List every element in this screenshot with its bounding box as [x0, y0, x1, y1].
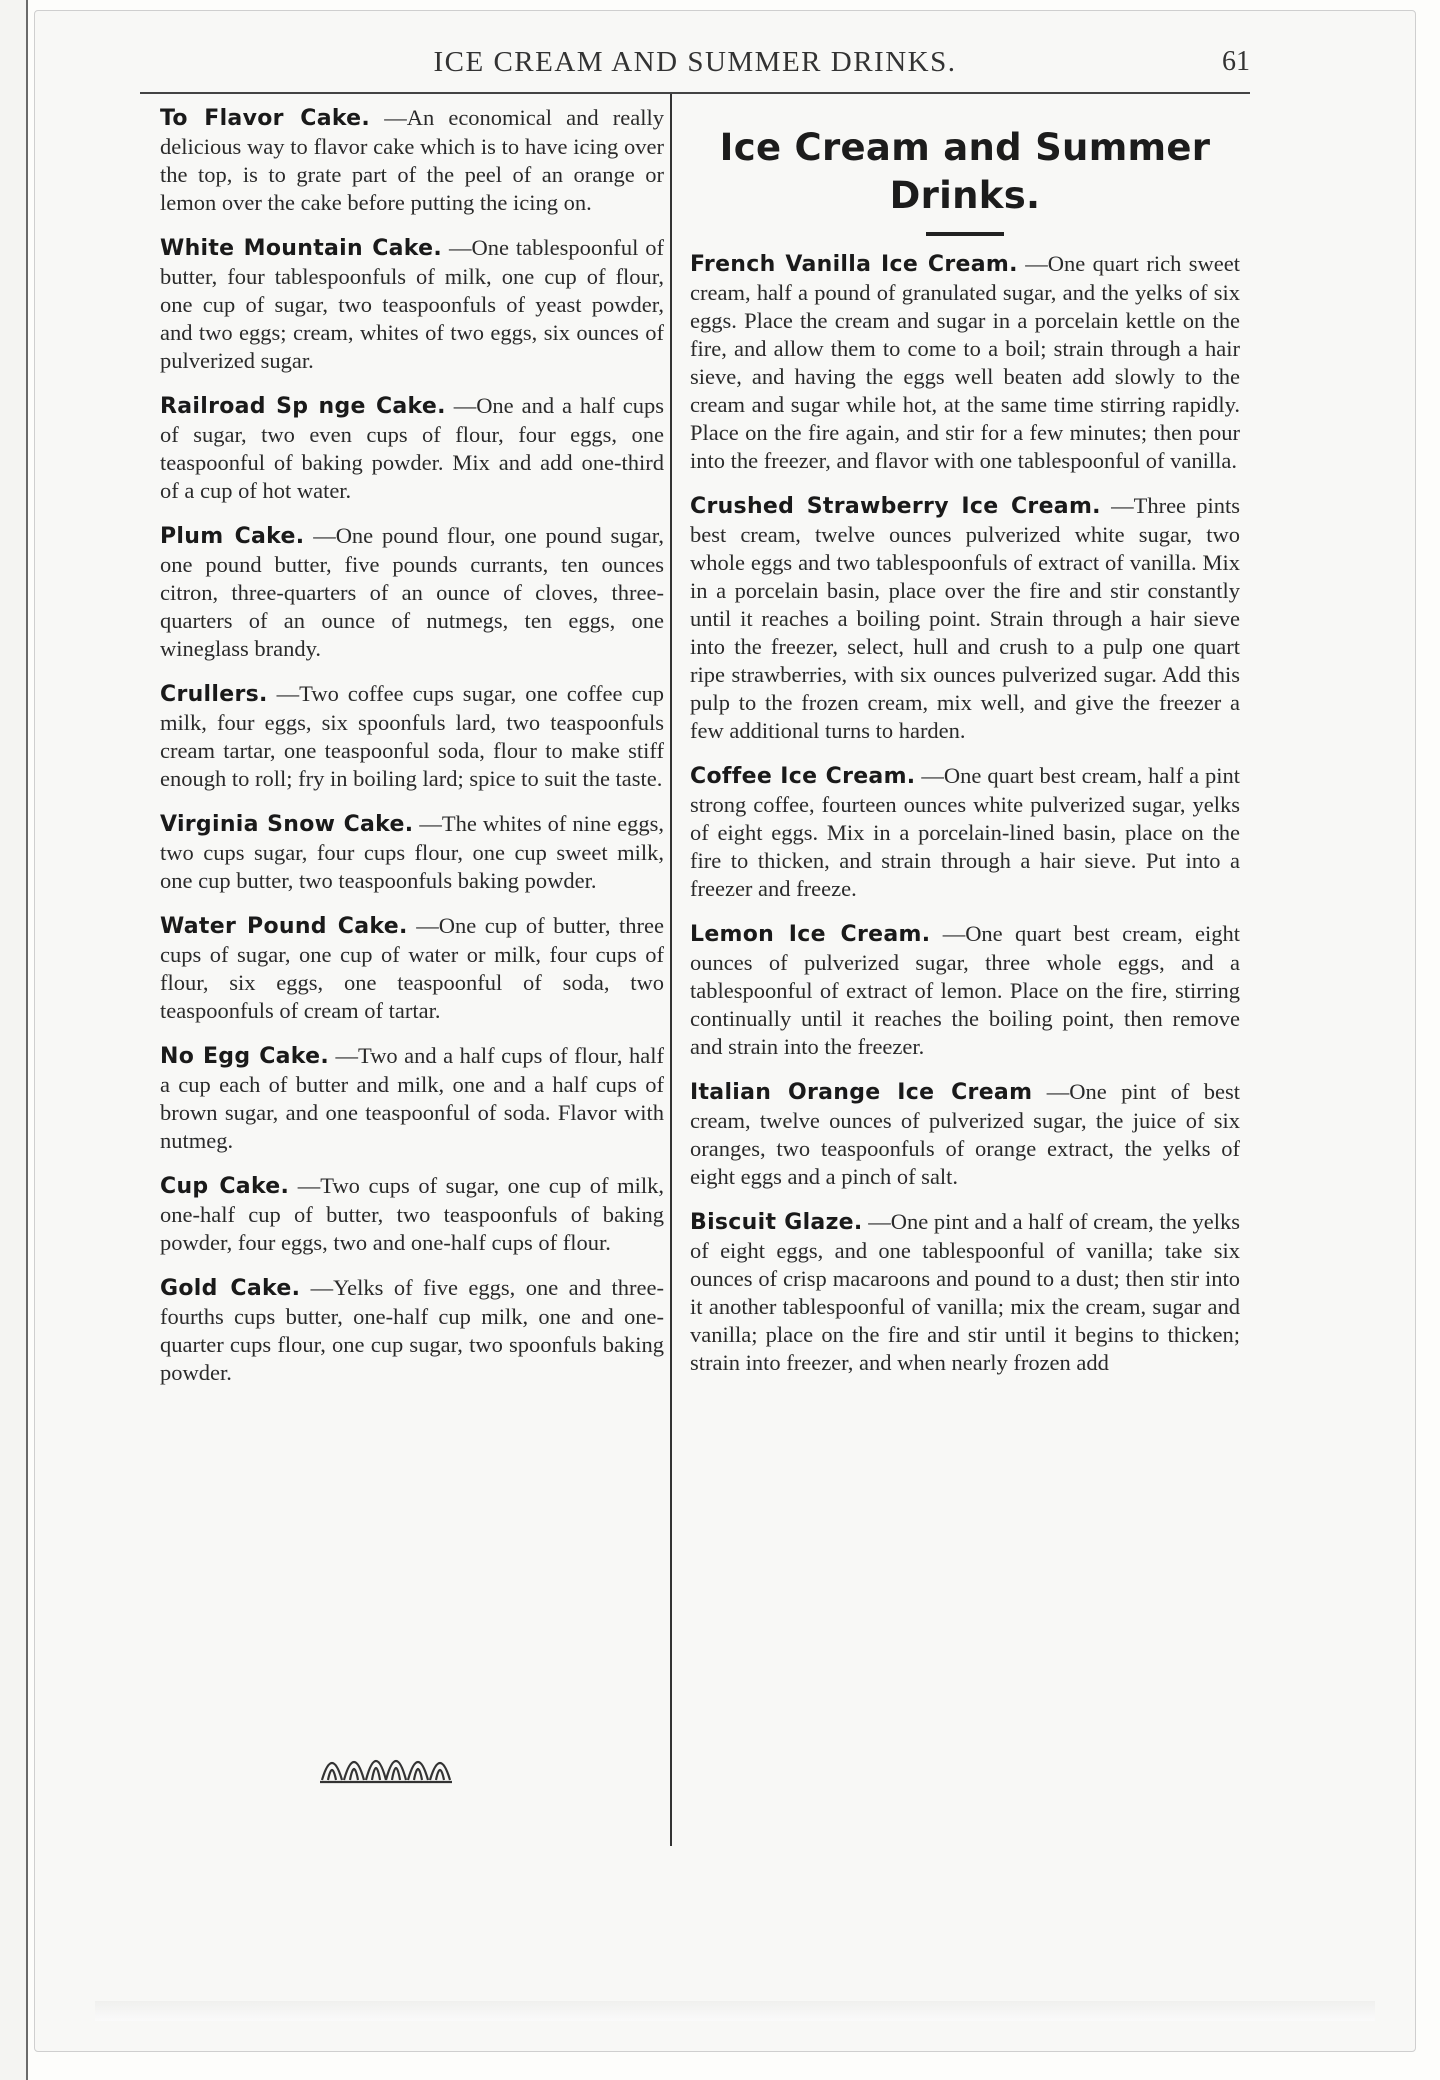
- recipe-title: No Egg Cake.: [160, 1044, 330, 1069]
- recipe-title: Plum Cake.: [160, 524, 305, 549]
- recipe-title: Biscuit Glaze.: [690, 1210, 863, 1235]
- right-column: [690, 104, 1240, 1394]
- adjacent-page-edge: [0, 0, 28, 2080]
- page-header: [140, 46, 1250, 94]
- recipe-text: —One tablespoonful of butter, four tablespoonfuls of milk, one cup of flour, one cup of sugar, two teaspoonfuls of yeast powder, and two eggs; cream, whites of two eggs, six ounces of pulverized sugar.: [160, 235, 664, 373]
- recipe-coffee-ice-cream: [690, 762, 1240, 903]
- recipe-crushed-strawberry-ice-cream: [690, 492, 1240, 745]
- recipe-text: —An economical and really delicious way to flavor cake which is to have icing over the top, is to grate part of the peel of an orange or lemon over the cake before putting the icing on.: [160, 105, 665, 215]
- recipe-title: Cup Cake.: [160, 1174, 290, 1199]
- recipe-french-vanilla-ice-cream: [690, 250, 1240, 475]
- recipe-title: Crushed Strawberry Ice Cream.: [690, 494, 1101, 519]
- column-divider: [670, 94, 672, 1846]
- recipe-text: —Two coffee cups sugar, one coffee cup milk, four eggs, six spoonfuls lard, two teaspoonfuls cream tartar, one teaspoonful soda, flour to make stiff enough to roll; fry in boiling lard; spice to suit the taste.: [160, 681, 664, 791]
- recipe-white-mountain-cake: [160, 234, 664, 375]
- recipe-title: Italian Orange Ice Cream: [690, 1080, 1033, 1105]
- recipe-title: White Mountain Cake.: [160, 236, 443, 261]
- recipe-title: Gold Cake.: [160, 1276, 301, 1301]
- recipe-title: To Flavor Cake.: [160, 106, 371, 131]
- page-bottom-shading: [95, 2001, 1375, 2021]
- recipe-text: —Three pints best cream, twelve ounces pulverized white sugar, two whole eggs and two tablespoonfuls of extract of vanilla. Mix in a porcelain basin, place over the fire and stir constantly until it reaches a boiling point. Strain through a hair sieve into the freezer, select, hull and crush to a pulp one quart ripe strawberries, with six ounces pulverized sugar. Add this pulp to the frozen cream, mix well, and give the freezer a few additional turns to harden.: [690, 493, 1241, 743]
- header-rule: [140, 92, 1250, 94]
- floral-tailpiece-icon: [318, 1740, 454, 1784]
- recipe-text: —One quart best cream, half a pint strong coffee, fourteen ounces white pulverized sugar, yelks of eight eggs. Mix in a porcelain-lined basin, place on the fire to thicken, and strain through a hair sieve. Put into a freezer and freeze.: [690, 763, 1240, 901]
- recipe-text: —One pound flour, one pound sugar, one pound butter, five pounds currants, ten ounces citron, three-quarters of an ounce of cloves, three-quarters of an ounce of nutmegs, ten eggs, one wineglass brandy.: [160, 523, 664, 661]
- recipe-no-egg-cake: [160, 1042, 664, 1155]
- recipe-virginia-snow-cake: [160, 810, 664, 895]
- recipe-gold-cake: [160, 1274, 664, 1387]
- recipe-text: —One cup of butter, three cups of sugar, one cup of water or milk, four cups of flour, six eggs, one teaspoonful of soda, two teaspoonfuls of cream of tartar.: [160, 913, 665, 1023]
- section-heading: Ice Cream and Summer Drinks.: [719, 126, 1211, 217]
- recipe-text: —One quart best cream, eight ounces of pulverized sugar, three whole eggs, and a tablespoonful of extract of lemon. Place on the fire, stirring continually until it reaches the boiling point, then remove and strain into the freezer.: [690, 921, 1241, 1059]
- recipe-text: —Two cups of sugar, one cup of milk, one-half cup of butter, two teaspoonfuls of baking powder, four eggs, two and one-half cups of flour.: [160, 1173, 664, 1255]
- recipe-text: —One pint of best cream, twelve ounces of pulverized sugar, the juice of six oranges, two teaspoonfuls of orange extract, the yelks of eight eggs and a pinch of salt.: [690, 1079, 1240, 1189]
- recipe-crullers: [160, 680, 664, 793]
- recipe-railroad-sponge-cake: [160, 392, 664, 505]
- page-number: 61: [1222, 46, 1250, 77]
- recipe-water-pound-cake: [160, 912, 664, 1025]
- recipe-title: Lemon Ice Cream.: [690, 922, 931, 947]
- recipe-text: —One and a half cups of sugar, two even cups of flour, four eggs, one teaspoonful of baking powder. Mix and add one-third of a cup of hot water.: [160, 393, 664, 503]
- recipe-title: Water Pound Cake.: [160, 914, 408, 939]
- recipe-lemon-ice-cream: [690, 920, 1240, 1061]
- recipe-title: Virginia Snow Cake.: [160, 812, 414, 837]
- recipe-biscuit-glaze: [690, 1208, 1240, 1377]
- recipe-text: —One quart rich sweet cream, half a pound of granulated sugar, and the yelks of six eggs. Place the cream and sugar in a porcelain kettle on the fire, and allow them to come to a boil; strain through a hair sieve, and having the eggs well beaten add slowly to the cream and sugar while hot, at the same time stirring rapidly. Place on the fire again, and stir for a few minutes; then pour into the freezer, and flavor with one tablespoonful of vanilla.: [690, 251, 1241, 473]
- heading-rule: [926, 232, 1004, 236]
- recipe-text: —The whites of nine eggs, two cups sugar, four cups flour, one cup sweet milk, one cup butter, two teaspoonfuls baking powder.: [160, 811, 665, 893]
- recipe-text: —Yelks of five eggs, one and three-fourths cups butter, one-half cup milk, one and one-quarter cups flour, one cup sugar, two spoonfuls baking powder.: [160, 1275, 665, 1385]
- recipe-italian-orange-ice-cream: [690, 1078, 1240, 1191]
- recipe-title: Coffee Ice Cream.: [690, 764, 916, 789]
- left-column: [160, 104, 664, 1404]
- recipe-text: —One pint and a half of cream, the yelks of eight eggs, and one tablespoonful of vanilla; take six ounces of crisp macaroons and pound to a dust; then stir into it another tablespoonful of vanilla; mix the cream, sugar and vanilla; place on the fire and stir until it begins to thicken; strain into freezer, and when nearly frozen add: [690, 1209, 1240, 1375]
- recipe-title: Crullers.: [160, 682, 268, 707]
- recipe-title: French Vanilla Ice Cream.: [690, 252, 1018, 277]
- recipe-to-flavor-cake: [160, 104, 664, 217]
- recipe-cup-cake: [160, 1172, 664, 1257]
- running-title: ICE CREAM AND SUMMER DRINKS.: [433, 46, 957, 78]
- recipe-plum-cake: [160, 522, 664, 663]
- recipe-title: Railroad Sp nge Cake.: [160, 394, 446, 419]
- recipe-text: —Two and a half cups of flour, half a cup each of butter and milk, one and a half cups of brown sugar, and one teaspoonful of soda. Flavor with nutmeg.: [160, 1043, 665, 1153]
